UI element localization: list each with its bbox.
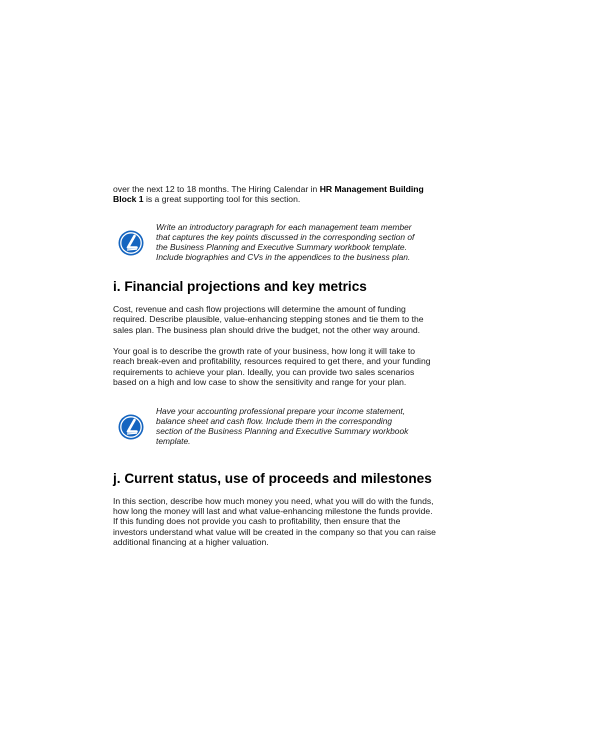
pen-nib-icon <box>118 230 144 256</box>
tip-note-management <box>113 222 448 262</box>
intro-text-end: is a great supporting tool for this section. <box>143 194 301 205</box>
financial-paragraph-1: Cost, revenue and cash flow projections will determine the amount of funding required. Describe plausible, value-enhancing stepping stones and tie them to the sales plan. The business plan should drive the budget, not the other way around. <box>113 303 424 335</box>
pen-nib-icon <box>118 414 144 440</box>
tip-note-accounting <box>113 406 448 446</box>
intro-bold-title: HR Management Building <box>319 184 424 194</box>
section-heading-status: j. Current status, use of proceeds and milestones <box>113 470 432 486</box>
status-paragraph: In this section, describe how much money you need, what you will do with the funds, how long the money will last and what value-enhancing milestone the funds provide. If this funding does not provide you cash to profitability, then ensure that the investors understand what value will be created in the company so that you can raise additional financing at a higher valuation. <box>113 495 436 548</box>
financial-paragraph-2: Your goal is to describe the growth rate of your business, how long it will take to reach break-even and profitability, resources required to get there, and your funding requirements to achieve your plan. Ideally, you can provide two sales scenarios based on a high and low case to show the sensitivity and range for your plan. <box>113 346 431 388</box>
intro-bold-block: Block 1 <box>113 194 144 205</box>
section-heading-financial: i. Financial projections and key metrics <box>113 278 367 294</box>
page-content <box>113 184 448 548</box>
intro-text: over the next 12 to 18 months. The Hiring Calendar in <box>113 184 320 194</box>
tip-note-text: Write an introductory paragraph for each management team member that captures the key points discussed in the corresponding section of the Business Planning and Executive Summary workbook template. Include biographies and CVs in the appendices to the business plan. <box>156 221 415 262</box>
tip-note-text: Have your accounting professional prepare your income statement, balance sheet and cash flow. Include them in the corresponding section of the Business Planning and Executive Summary workbook template. <box>156 405 409 446</box>
intro-paragraph <box>113 184 448 205</box>
